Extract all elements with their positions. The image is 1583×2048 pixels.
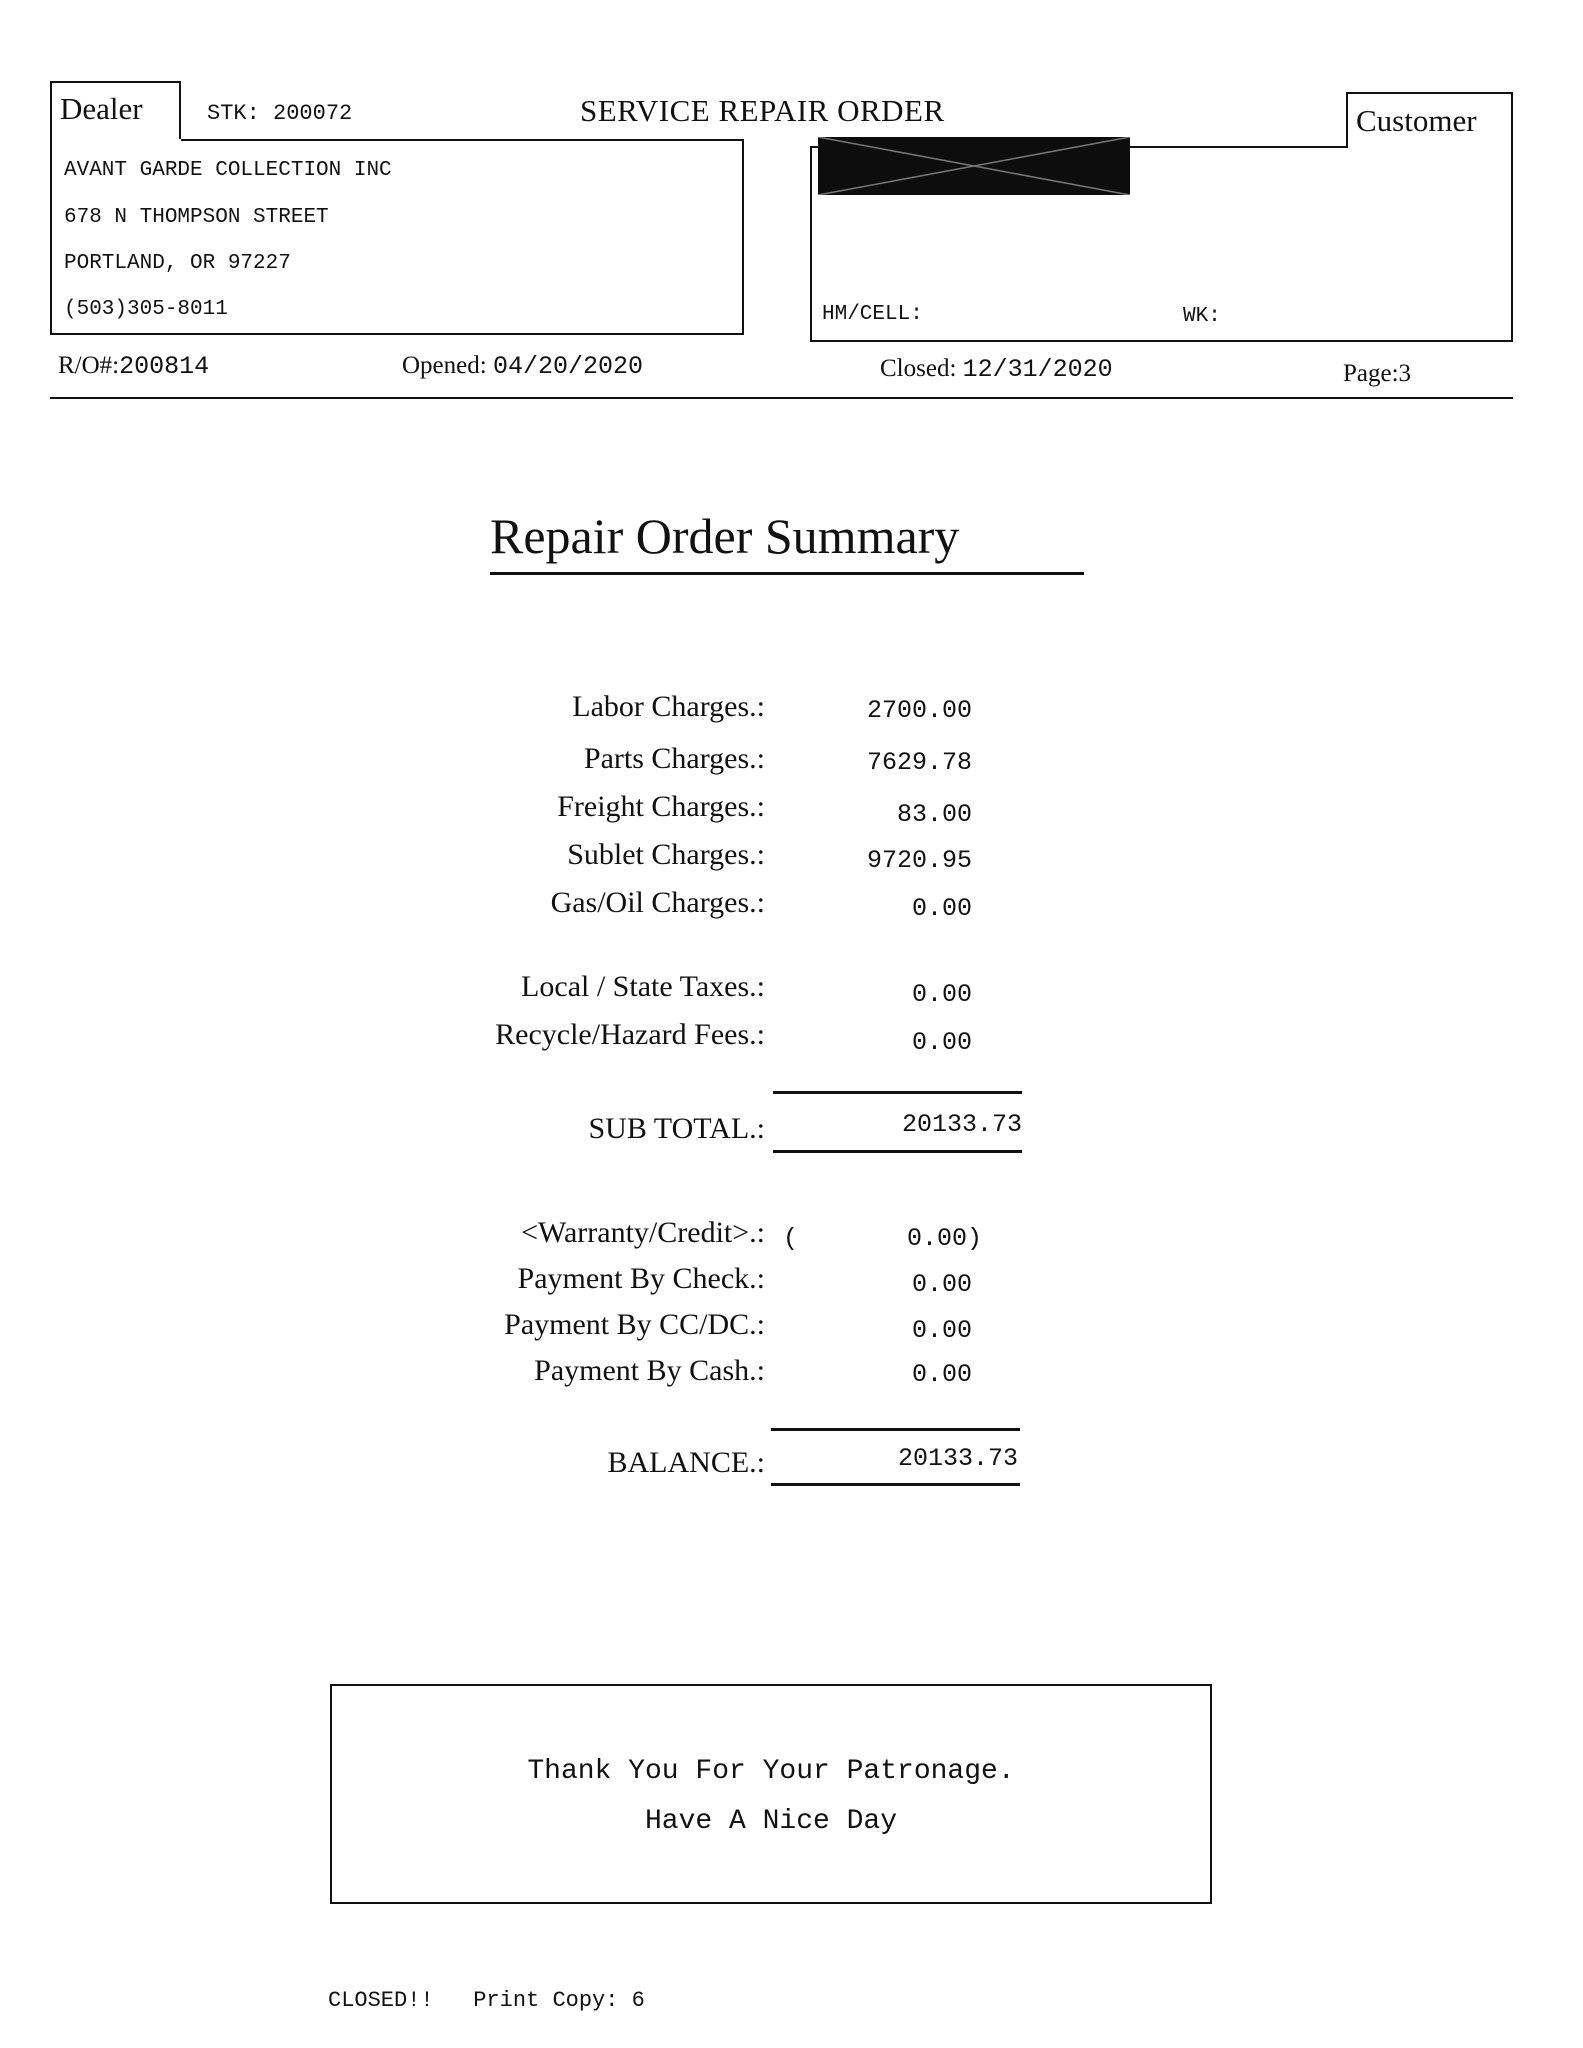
labor-charges-value: 2700.00: [866, 696, 972, 725]
opened-label: Opened:: [402, 352, 487, 379]
recycle-fees-label: Recycle/Hazard Fees.:: [495, 1018, 765, 1051]
footer-status: [328, 1988, 645, 2013]
payment-cash-value: 0.00: [911, 1360, 972, 1389]
dealer-name: AVANT GARDE COLLECTION INC: [64, 159, 392, 182]
opened-date: [402, 352, 643, 381]
dealer-label: Dealer: [60, 91, 143, 126]
page-title: SERVICE REPAIR ORDER: [580, 93, 945, 128]
customer-tab: [1346, 92, 1513, 148]
dealer-tab: [50, 81, 181, 139]
payment-check-value: 0.00: [911, 1270, 972, 1299]
customer-label: Customer: [1356, 103, 1477, 138]
payment-cash-label: Payment By Cash.:: [534, 1354, 765, 1387]
payment-ccdc-label: Payment By CC/DC.:: [504, 1308, 765, 1341]
stk-value: 200072: [273, 101, 353, 126]
dealer-street: 678 N THOMPSON STREET: [64, 206, 329, 229]
warranty-open-paren: (: [783, 1224, 799, 1253]
print-copy-label: Print Copy:: [473, 1988, 619, 2013]
payment-ccdc-value: 0.00: [911, 1316, 972, 1345]
freight-charges-label: Freight Charges.:: [557, 790, 765, 823]
taxes-label: Local / State Taxes.:: [521, 970, 765, 1003]
ro-value: 200814: [119, 352, 210, 381]
balance-top-rule: [771, 1428, 1020, 1431]
subtotal-bottom-rule: [773, 1150, 1022, 1153]
parts-charges-value: 7629.78: [866, 748, 972, 777]
print-copy-value: 6: [631, 1988, 645, 2013]
summary-title: Repair Order Summary: [490, 508, 960, 564]
opened-value: 04/20/2020: [492, 352, 643, 381]
payment-check-label: Payment By Check.:: [517, 1262, 765, 1295]
warranty-credit-value: 0.00): [906, 1224, 982, 1253]
warranty-credit-label: <Warranty/Credit>.:: [521, 1216, 765, 1249]
gas-oil-charges-label: Gas/Oil Charges.:: [550, 886, 765, 919]
closed-date: [880, 355, 1113, 384]
closed-value: 12/31/2020: [962, 355, 1113, 384]
page-value: 3: [1398, 360, 1412, 387]
recycle-fees-value: 0.00: [911, 1028, 972, 1057]
subtotal-label: SUB TOTAL.:: [588, 1112, 765, 1145]
ro-number: [58, 352, 209, 381]
gas-oil-charges-value: 0.00: [911, 894, 972, 923]
page-number: [1343, 360, 1411, 388]
thank-you-line: Thank You For Your Patronage.: [527, 1756, 1015, 1787]
dealer-phone: (503)305-8011: [64, 298, 228, 321]
balance-bottom-rule: [771, 1483, 1020, 1486]
thank-you-box: [330, 1684, 1212, 1904]
subtotal-top-rule: [773, 1091, 1022, 1094]
redaction-cross-icon: [818, 137, 1130, 195]
labor-charges-label: Labor Charges.:: [572, 690, 765, 723]
closed-status: CLOSED!!: [328, 1988, 434, 2013]
subtotal-value: 20133.73: [901, 1110, 1022, 1139]
stock-number: [207, 101, 352, 126]
taxes-value: 0.00: [911, 980, 972, 1009]
home-cell-label: HM/CELL:: [822, 303, 923, 326]
balance-label: BALANCE.:: [607, 1446, 765, 1479]
stk-label: STK:: [207, 101, 260, 126]
redacted-customer-name: [818, 137, 1130, 195]
work-phone-label: WK:: [1183, 305, 1221, 328]
closed-label: Closed:: [880, 355, 957, 382]
sublet-charges-value: 9720.95: [866, 846, 972, 875]
freight-charges-value: 83.00: [896, 800, 972, 829]
sublet-charges-label: Sublet Charges.:: [567, 838, 765, 871]
dealer-city: PORTLAND, OR 97227: [64, 252, 291, 275]
header-divider: [50, 397, 1513, 399]
nice-day-line: Have A Nice Day: [644, 1806, 898, 1837]
ro-label: R/O#:: [58, 352, 120, 379]
parts-charges-label: Parts Charges.:: [583, 742, 765, 775]
summary-title-underline: [490, 572, 1084, 575]
balance-value: 20133.73: [897, 1444, 1018, 1473]
page-label: Page:: [1343, 360, 1399, 387]
